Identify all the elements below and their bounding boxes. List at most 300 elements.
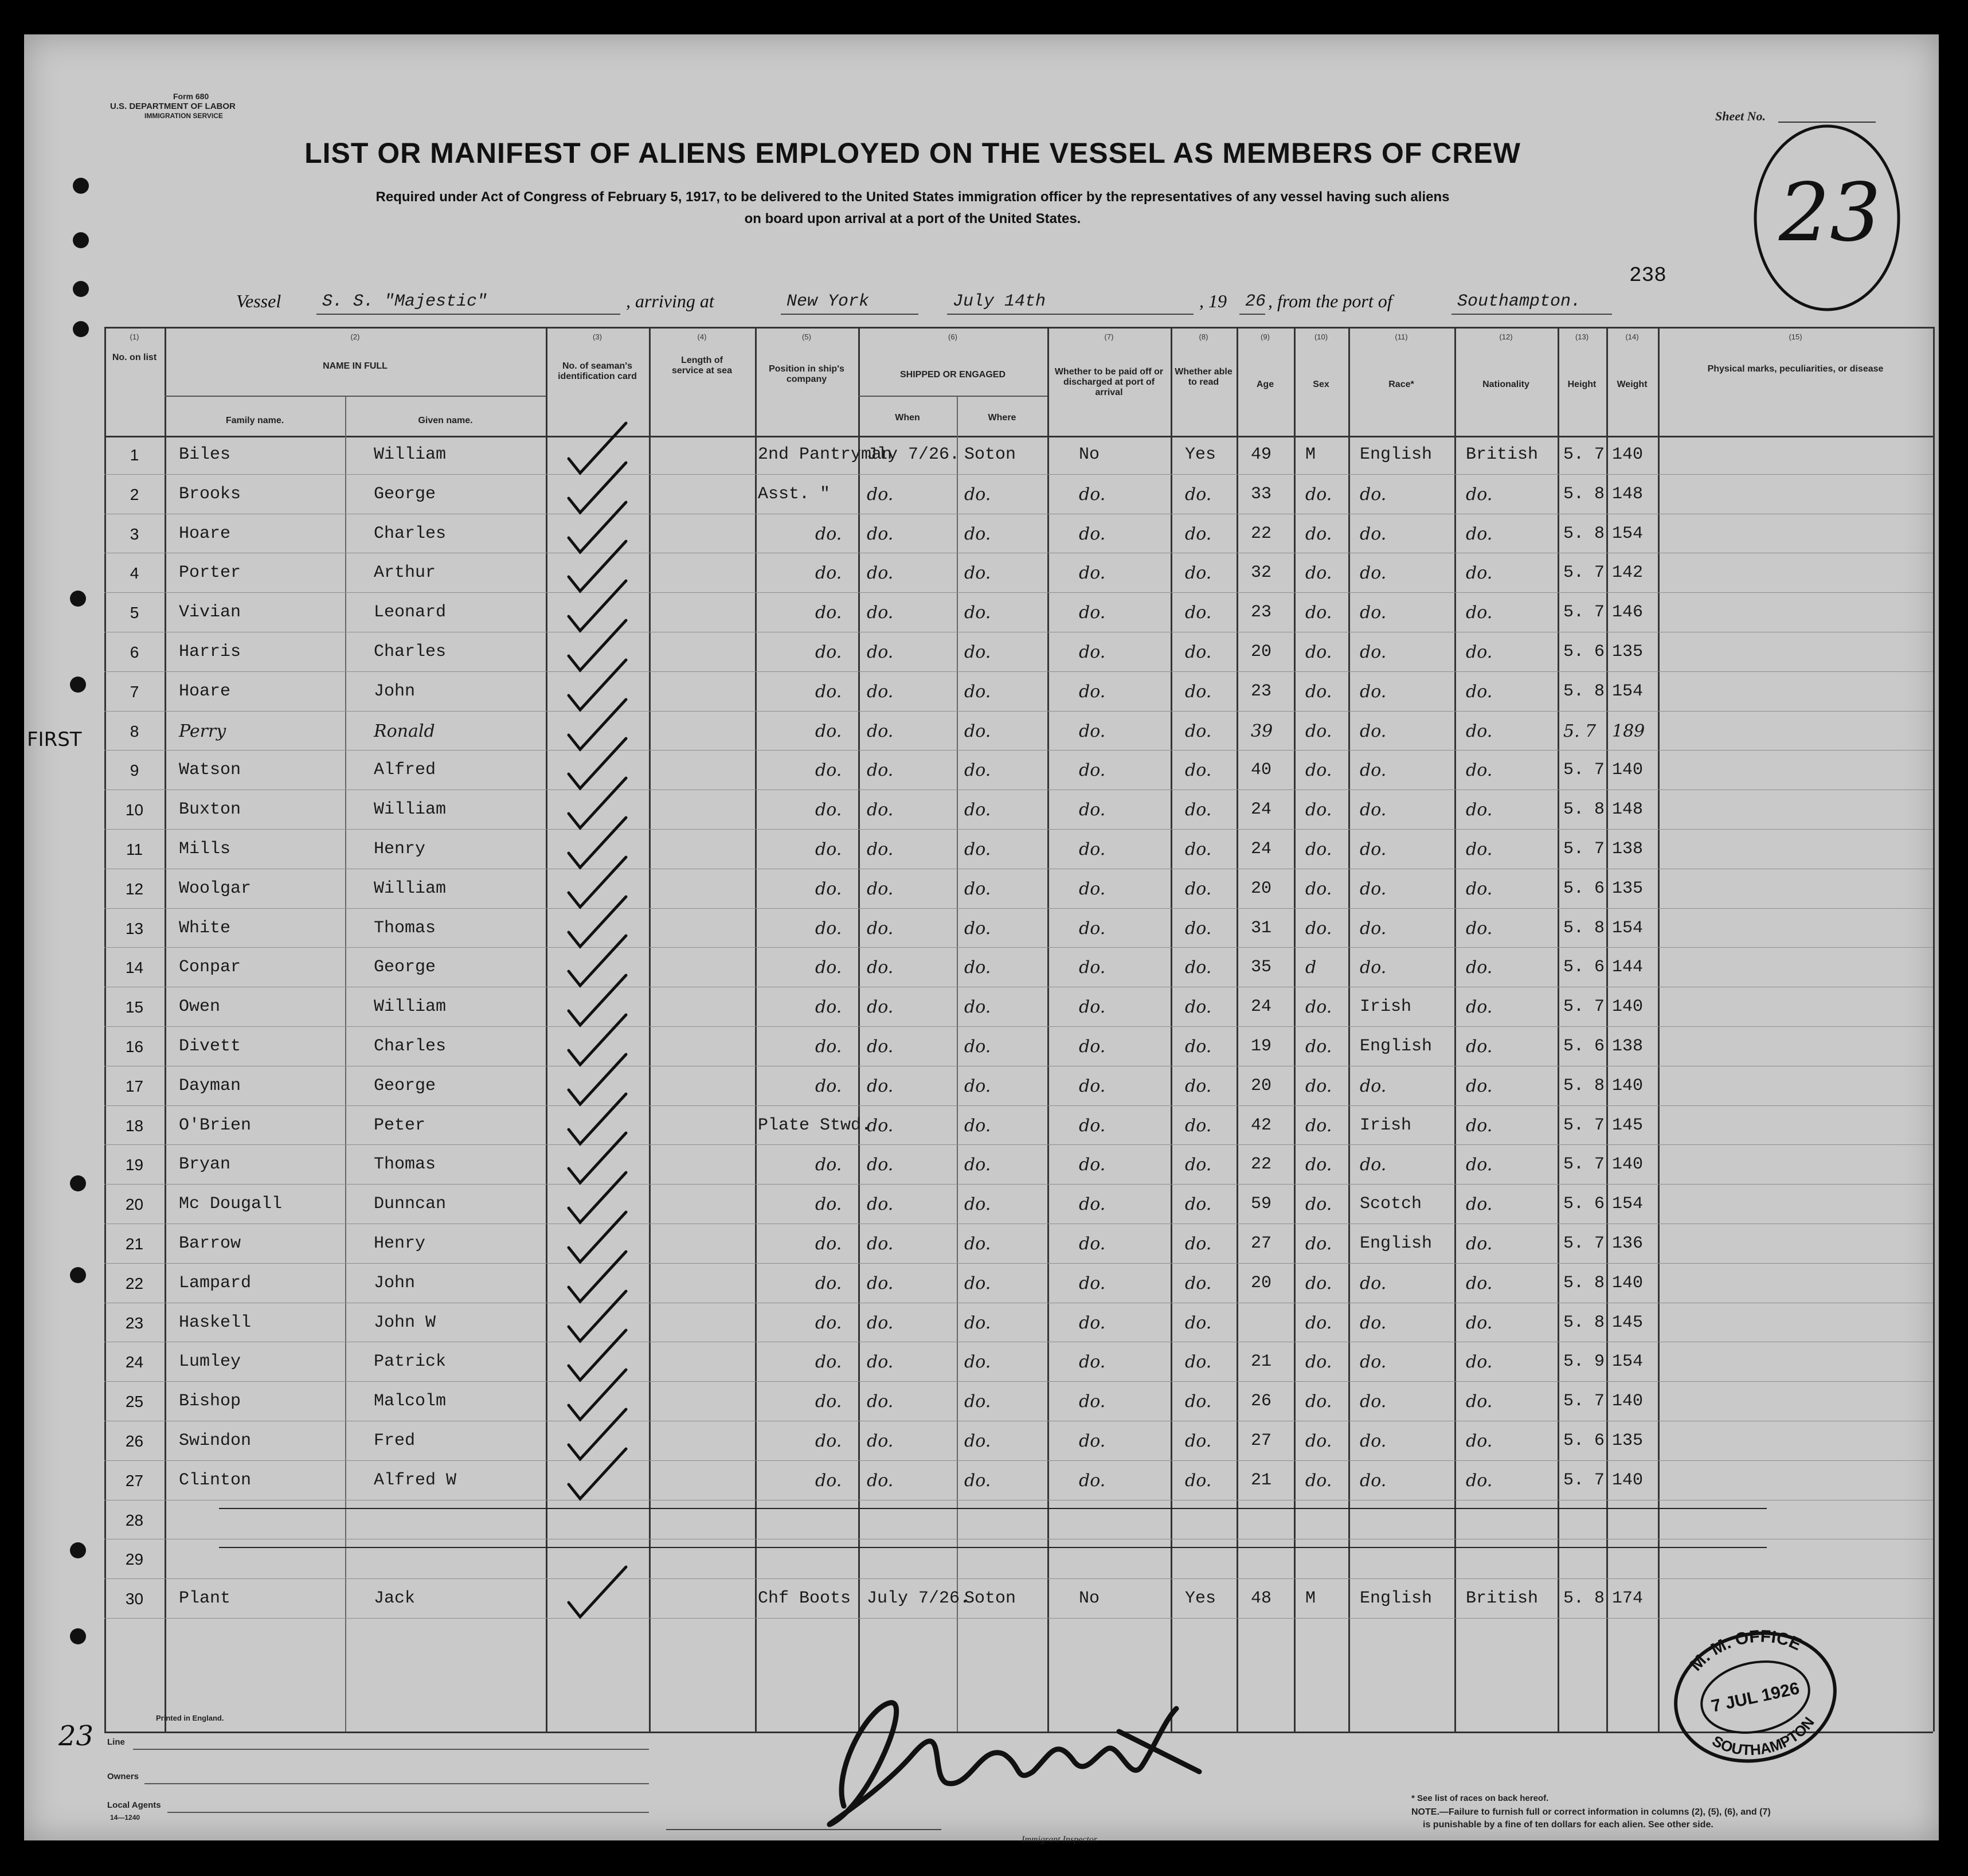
col-8-label: Whether able to read <box>1175 367 1233 387</box>
cell-no: 2 <box>130 485 139 503</box>
punch-hole <box>70 1175 86 1191</box>
cell-sex: do. <box>1305 603 1332 623</box>
cell-weight: 148 <box>1612 484 1644 504</box>
cell-where: do. <box>964 918 991 939</box>
cell-paid: do. <box>1079 1470 1106 1491</box>
cell-race: do. <box>1360 603 1387 623</box>
cell-read: do. <box>1185 957 1212 978</box>
cell-age: 21 <box>1251 1470 1272 1490</box>
cell-height: 5. 7 <box>1563 603 1605 623</box>
note-line-2: is punishable by a fine of ten dollars for each alien. See other side. <box>1423 1820 1713 1830</box>
cell-no: 21 <box>125 1235 144 1253</box>
cell-family: Buxton <box>179 800 241 820</box>
cell-nationality: do. <box>1466 1115 1493 1136</box>
cell-sex: do. <box>1305 484 1332 505</box>
cell-weight: 144 <box>1612 957 1644 978</box>
punch-hole <box>70 591 86 607</box>
cell-paid: do. <box>1079 800 1106 820</box>
cell-age: 40 <box>1251 760 1272 780</box>
cell-sex: do. <box>1305 800 1332 820</box>
cell-when: do. <box>867 1234 894 1254</box>
cell-weight: 135 <box>1612 1431 1644 1451</box>
cell-when: July 7/26. <box>867 1589 971 1609</box>
cell-family: Mills <box>179 839 231 859</box>
cell-sex: M <box>1305 1589 1316 1609</box>
cell-read: do. <box>1185 1155 1212 1175</box>
table-row <box>104 1264 1933 1304</box>
cell-read: do. <box>1185 642 1212 662</box>
cell-position: do. <box>815 1470 842 1491</box>
table-row <box>104 1185 1933 1225</box>
cell-family: Woolgar <box>179 878 252 898</box>
cell-weight: 136 <box>1612 1234 1644 1253</box>
cell-read: do. <box>1185 1352 1212 1373</box>
cell-sex: do. <box>1305 1194 1332 1215</box>
cell-height: 5. 6 <box>1563 878 1605 898</box>
cell-given: Henry <box>374 839 426 859</box>
cell-paid: do. <box>1079 603 1106 623</box>
punch-hole <box>73 321 89 337</box>
cell-position: do. <box>815 800 842 820</box>
col-2-given: Given name. <box>418 416 473 425</box>
cell-height: 5. 7 <box>1563 839 1605 859</box>
cell-no: 24 <box>125 1353 144 1371</box>
cell-read: do. <box>1185 918 1212 939</box>
cell-nationality: do. <box>1466 800 1493 820</box>
cell-age: 20 <box>1251 642 1272 662</box>
table-row <box>104 1304 1933 1343</box>
cell-family: Lampard <box>179 1273 252 1293</box>
cell-given: Patrick <box>374 1352 447 1372</box>
cell-no: 7 <box>130 682 139 701</box>
table-row <box>104 633 1933 673</box>
cell-weight: 154 <box>1612 918 1644 938</box>
cell-weight: 138 <box>1612 839 1644 859</box>
cell-sex: do. <box>1305 760 1332 781</box>
cell-race: do. <box>1360 681 1387 702</box>
owners-label: Owners <box>107 1772 139 1781</box>
cell-where: do. <box>964 800 991 820</box>
cell-read: do. <box>1185 1392 1212 1412</box>
punch-hole <box>73 178 89 194</box>
cell-sex: do. <box>1305 1392 1332 1412</box>
cell-where: do. <box>964 997 991 1018</box>
cell-no: 8 <box>130 722 139 740</box>
table-row <box>104 1422 1933 1461</box>
cell-weight: 135 <box>1612 878 1644 898</box>
cell-paid: do. <box>1079 1194 1106 1215</box>
cell-age: 26 <box>1251 1392 1272 1412</box>
cell-given: Charles <box>374 523 447 544</box>
cell-where: do. <box>964 760 991 781</box>
cell-nationality: do. <box>1466 878 1493 899</box>
col-6-where: Where <box>988 413 1016 423</box>
from-port-label: , from the port of <box>1268 291 1392 311</box>
cell-position: do. <box>815 997 842 1018</box>
sheet-margin-number: 23 <box>58 1720 94 1752</box>
cell-nationality: do. <box>1466 1155 1493 1175</box>
cell-read: do. <box>1185 760 1212 781</box>
cell-position: do. <box>815 1352 842 1373</box>
table-row <box>104 475 1933 515</box>
table-row <box>104 1501 1933 1541</box>
cell-paid: do. <box>1079 1115 1106 1136</box>
table-row <box>104 1027 1933 1067</box>
cell-age: 32 <box>1251 563 1272 583</box>
col-2-label: NAME IN FULL <box>323 361 388 371</box>
vessel-name: S. S. "Majestic" <box>322 292 488 311</box>
cell-read: Yes <box>1185 445 1216 464</box>
cell-sex: do. <box>1305 721 1332 741</box>
arrival-date: July 14th <box>953 292 1046 311</box>
cell-nationality: do. <box>1466 957 1493 978</box>
cell-paid: do. <box>1079 839 1106 859</box>
cell-age: 59 <box>1251 1194 1272 1214</box>
table-row <box>104 1580 1933 1619</box>
cell-position: 2nd Pantryman <box>758 445 893 464</box>
cell-age: 48 <box>1251 1589 1272 1609</box>
cell-where: do. <box>964 839 991 859</box>
cell-height: 5. 8 <box>1563 681 1605 701</box>
col-2-family: Family name. <box>225 416 284 425</box>
cell-sex: do. <box>1305 1234 1332 1254</box>
cell-when: do. <box>867 1352 894 1373</box>
sheet-no-label: Sheet No. <box>1715 109 1766 123</box>
cell-family: Watson <box>179 760 241 780</box>
cell-read: do. <box>1185 523 1212 544</box>
col-2-num: (2) <box>350 333 360 341</box>
col-5-num: (5) <box>802 333 811 341</box>
cell-race: do. <box>1360 1431 1387 1451</box>
cell-age: 22 <box>1251 1155 1272 1175</box>
cell-where: do. <box>964 484 991 505</box>
service: IMMIGRATION SERVICE <box>144 112 223 120</box>
cell-nationality: do. <box>1466 1431 1493 1451</box>
table-row <box>104 909 1933 949</box>
cell-given: William <box>374 997 447 1017</box>
inspector-label: Immigrant Inspector. <box>1022 1835 1099 1844</box>
col-15-label: Physical marks, peculiarities, or disease <box>1707 364 1884 374</box>
col-13-num: (13) <box>1575 333 1589 341</box>
cell-race: English <box>1360 1234 1433 1253</box>
col-6-label: SHIPPED OR ENGAGED <box>899 370 1006 380</box>
arriving-label: , arriving at <box>626 291 714 311</box>
cell-position: do. <box>815 1076 842 1096</box>
cell-paid: do. <box>1079 1076 1106 1096</box>
cell-position: do. <box>815 681 842 702</box>
form-title: LIST OR MANIFEST OF ALIENS EMPLOYED ON THE VESSEL AS MEMBERS OF CREW <box>304 137 1521 169</box>
cell-no: 16 <box>125 1038 144 1056</box>
col-4-label: Length of service at sea <box>672 355 732 376</box>
table-row <box>104 751 1933 791</box>
cell-age: 24 <box>1251 997 1272 1017</box>
cell-given: Charles <box>374 1037 447 1056</box>
cell-nationality: do. <box>1466 1392 1493 1412</box>
cell-nationality: do. <box>1466 1234 1493 1254</box>
cell-paid: do. <box>1079 997 1106 1018</box>
cell-position: do. <box>815 1273 842 1293</box>
cell-where: do. <box>964 1392 991 1412</box>
cell-race: do. <box>1360 1470 1387 1491</box>
table-row <box>104 988 1933 1027</box>
cell-sex: do. <box>1305 918 1332 939</box>
punch-hole <box>70 1267 86 1283</box>
cell-no: 3 <box>130 525 139 543</box>
cell-height: 5. 8 <box>1563 1273 1605 1293</box>
table-row <box>104 870 1933 909</box>
cell-read: do. <box>1185 1037 1212 1057</box>
cell-nationality: do. <box>1466 1037 1493 1057</box>
cell-when: do. <box>867 603 894 623</box>
cell-race: do. <box>1360 957 1387 978</box>
form-header-left <box>110 92 282 121</box>
crew-table <box>104 298 1933 1749</box>
col-11-label: Race* <box>1388 380 1414 389</box>
cell-nationality: do. <box>1466 484 1493 505</box>
cell-read: do. <box>1185 839 1212 859</box>
cell-paid: do. <box>1079 681 1106 702</box>
cell-no: 5 <box>130 604 139 622</box>
cell-weight: 146 <box>1612 603 1644 623</box>
cell-family: Hoare <box>179 523 231 544</box>
cell-family: Owen <box>179 997 221 1017</box>
strike-line <box>219 1508 1767 1509</box>
cell-sex: do. <box>1305 523 1332 544</box>
col-7-label: Whether to be paid off or discharged at port of arrival <box>1054 367 1164 397</box>
cell-no: 30 <box>125 1590 144 1608</box>
cell-no: 19 <box>125 1156 144 1174</box>
cell-position: do. <box>815 1194 842 1215</box>
cell-family: Mc Dougall <box>179 1194 283 1214</box>
cell-nationality: British <box>1466 445 1539 464</box>
cell-sex: do. <box>1305 878 1332 899</box>
cell-height: 5. 6 <box>1563 1194 1605 1214</box>
cell-height: 5. 6 <box>1563 642 1605 662</box>
col-6-num: (6) <box>948 333 957 341</box>
cell-given: Arthur <box>374 563 436 583</box>
cell-age: 42 <box>1251 1115 1272 1135</box>
cell-paid: do. <box>1079 1037 1106 1057</box>
cell-family: Bishop <box>179 1392 241 1412</box>
cell-family: Barrow <box>179 1234 241 1253</box>
cell-position: do. <box>815 839 842 859</box>
cell-nationality: do. <box>1466 1470 1493 1491</box>
table-row <box>104 1540 1933 1580</box>
cell-height: 5. 7 <box>1563 1234 1605 1253</box>
cell-when: do. <box>867 681 894 702</box>
table-row <box>104 673 1933 712</box>
cell-when: do. <box>867 1076 894 1096</box>
cell-where: do. <box>964 1470 991 1491</box>
cell-nationality: do. <box>1466 563 1493 584</box>
mm-office-stamp <box>1664 1623 1847 1772</box>
cell-height: 5. 8 <box>1563 918 1605 938</box>
col-15-num: (15) <box>1789 333 1802 341</box>
cell-where: do. <box>964 642 991 662</box>
cell-sex: do. <box>1305 1312 1332 1333</box>
cell-height: 5. 6 <box>1563 1431 1605 1451</box>
cell-weight: 140 <box>1612 1155 1644 1175</box>
cell-sex: do. <box>1305 839 1332 859</box>
cell-height: 5. 8 <box>1563 800 1605 820</box>
cell-family: Biles <box>179 445 231 464</box>
cell-no: 9 <box>130 761 139 780</box>
cell-height: 5. 6 <box>1563 1037 1605 1056</box>
printed-in: Printed in England. <box>156 1714 224 1722</box>
cell-no: 1 <box>130 446 139 464</box>
cell-read: do. <box>1185 603 1212 623</box>
cell-no: 29 <box>125 1550 144 1569</box>
cell-sex: do. <box>1305 1431 1332 1451</box>
col-8-num: (8) <box>1199 333 1208 341</box>
cell-no: 4 <box>130 564 139 583</box>
table-row <box>104 791 1933 830</box>
cell-nationality: do. <box>1466 760 1493 781</box>
cell-height: 5. 7 <box>1563 445 1605 464</box>
local-agents-label: Local Agents <box>107 1800 161 1810</box>
cell-where: do. <box>964 563 991 584</box>
cell-where: Soton <box>964 445 1016 464</box>
cell-read: do. <box>1185 563 1212 584</box>
cell-family: Divett <box>179 1037 241 1056</box>
cell-height: 5. 7 <box>1563 997 1605 1017</box>
cell-when: do. <box>867 1115 894 1136</box>
stamp-bottom-text: SOUTHAMPTON <box>1709 1713 1818 1759</box>
cell-when: do. <box>867 1273 894 1293</box>
cell-given: Thomas <box>374 918 436 938</box>
table-row <box>104 1382 1933 1422</box>
col-1-label: No. on list <box>112 353 157 362</box>
form-subtitle-1: Required under Act of Congress of February 5, 1917, to be delivered to the United States immigration officer by the representatives of any vessel having such aliens <box>375 189 1450 205</box>
cell-family: Vivian <box>179 603 241 623</box>
cell-no: 14 <box>125 959 144 977</box>
cell-given: William <box>374 800 447 820</box>
cell-no: 10 <box>125 801 144 819</box>
cell-weight: 145 <box>1612 1312 1644 1332</box>
col-5-label: Position in ship's company <box>769 364 844 384</box>
cell-race: English <box>1360 1037 1433 1056</box>
cell-race: Irish <box>1360 997 1412 1017</box>
cell-family: Haskell <box>179 1312 252 1332</box>
cell-sex: do. <box>1305 563 1332 584</box>
cell-position: do. <box>815 1312 842 1333</box>
table-row <box>104 830 1933 870</box>
cell-weight: 174 <box>1612 1589 1644 1609</box>
cell-weight: 145 <box>1612 1115 1644 1135</box>
cell-paid: do. <box>1079 1155 1106 1175</box>
cell-age: 49 <box>1251 445 1272 464</box>
cell-given: George <box>374 957 436 978</box>
cell-race: English <box>1360 445 1433 464</box>
col-4-num: (4) <box>697 333 707 341</box>
sheet-number: 23 <box>1778 166 1881 260</box>
cell-family: Hoare <box>179 681 231 701</box>
cell-paid: do. <box>1079 642 1106 662</box>
col-6-when: When <box>895 413 920 423</box>
cell-weight: 140 <box>1612 1392 1644 1412</box>
cell-when: do. <box>867 563 894 584</box>
cell-race: Irish <box>1360 1115 1412 1135</box>
cell-given: John <box>374 1273 416 1293</box>
cell-where: do. <box>964 1076 991 1096</box>
cell-nationality: do. <box>1466 721 1493 741</box>
cell-age: 39 <box>1251 721 1273 741</box>
cell-read: do. <box>1185 721 1212 741</box>
cell-read: do. <box>1185 1115 1212 1136</box>
cell-when: do. <box>867 1194 894 1215</box>
cell-read: do. <box>1185 800 1212 820</box>
table-row <box>104 1343 1933 1382</box>
cell-family: Dayman <box>179 1076 241 1096</box>
cell-family: Lumley <box>179 1352 241 1372</box>
cell-when: do. <box>867 800 894 820</box>
cell-when: do. <box>867 1037 894 1057</box>
cell-no: 28 <box>125 1511 144 1529</box>
cell-family: Plant <box>179 1589 231 1609</box>
cell-race: do. <box>1360 1392 1387 1412</box>
cell-read: do. <box>1185 484 1212 505</box>
cell-nationality: do. <box>1466 918 1493 939</box>
col-3-num: (3) <box>593 333 602 341</box>
cell-where: do. <box>964 1312 991 1333</box>
note-line-1: NOTE.—Failure to furnish full or correct information in columns (2), (5), (6), and (7) <box>1411 1807 1771 1817</box>
cell-sex: do. <box>1305 1037 1332 1057</box>
cell-height: 5. 8 <box>1563 1589 1605 1609</box>
cell-nationality: do. <box>1466 1312 1493 1333</box>
cell-when: do. <box>867 523 894 544</box>
cell-paid: do. <box>1079 563 1106 584</box>
cell-where: do. <box>964 721 991 741</box>
cell-age: 31 <box>1251 918 1272 938</box>
cell-nationality: do. <box>1466 603 1493 623</box>
cell-where: do. <box>964 1352 991 1373</box>
cell-race: do. <box>1360 484 1387 505</box>
cell-when: do. <box>867 957 894 978</box>
cell-family: Swindon <box>179 1431 252 1451</box>
cell-weight: 140 <box>1612 1273 1644 1293</box>
cell-position: Chf Boots <box>758 1589 851 1609</box>
cell-position: do. <box>815 918 842 939</box>
cell-height: 5. 8 <box>1563 484 1605 504</box>
cell-when: do. <box>867 878 894 899</box>
cell-weight: 142 <box>1612 563 1644 583</box>
cell-sex: do. <box>1305 1076 1332 1096</box>
cell-when: do. <box>867 484 894 505</box>
cell-no: 17 <box>125 1077 144 1095</box>
cell-family: Conpar <box>179 957 241 978</box>
cell-when: do. <box>867 918 894 939</box>
cell-age: 27 <box>1251 1234 1272 1253</box>
cell-where: do. <box>964 878 991 899</box>
cell-position: Plate Stwd. <box>758 1115 872 1135</box>
cell-paid: do. <box>1079 1273 1106 1293</box>
cell-nationality: do. <box>1466 1352 1493 1373</box>
cell-race: English <box>1360 1589 1433 1609</box>
cell-where: do. <box>964 523 991 544</box>
col-10-label: Sex <box>1313 380 1329 389</box>
col-10-num: (10) <box>1314 333 1328 341</box>
cell-sex: M <box>1305 445 1316 464</box>
cell-where: do. <box>964 1155 991 1175</box>
cell-given: Ronald <box>374 721 435 741</box>
cell-no: 23 <box>125 1314 144 1332</box>
cell-when: do. <box>867 1470 894 1491</box>
cell-read: do. <box>1185 997 1212 1018</box>
table-row <box>104 1067 1933 1107</box>
cell-race: do. <box>1360 839 1387 859</box>
cell-read: do. <box>1185 1194 1212 1215</box>
cell-read: do. <box>1185 681 1212 702</box>
